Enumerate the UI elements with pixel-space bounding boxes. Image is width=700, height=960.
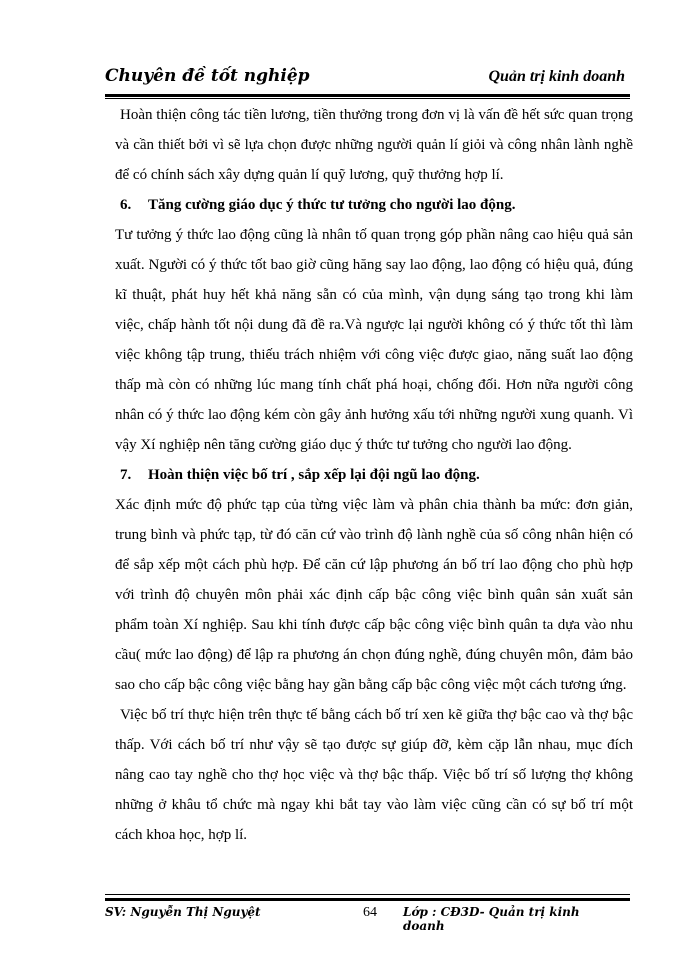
page-footer [105,905,625,933]
paragraph-arrangement: Việc bố trí thực hiện trên thực tế bằng cách bố trí xen kẽ giữa thợ bậc cao và thợ bậc thấp. Với cách bố trí như vậy sẽ tạo được sự giúp đỡ, kèm cặp lẫn nhau, mục đích nâng cao tay nghề cho thợ học việc và thợ bậc thấp. Việc bố trí số lượng thợ không những ở khâu tổ chức mà ngay khi bắt tay vào làm việc cũng cần có sự bố trí một cách khoa học, hợp lí. [115,707,633,843]
header-title-left: Chuyên đề tốt nghiệp [105,66,310,86]
section-heading-7 [115,460,633,490]
header-rule-thick [105,94,630,97]
paragraph-awareness: Tư tưởng ý thức lao động cũng là nhân tố quan trọng góp phần nâng cao hiệu quả sản xuất. Người có ý thức tốt bao giờ cũng hăng say lao động, lao động có hiệu quả, đúng kĩ thuật, phát huy hết khả năng sẵn có của mình, vận dụng sáng tạo trong khi làm việc, chấp hành tốt nội dung đã đề ra.Và ngược lại người không có ý thức tốt thì làm việc không tập trung, thiếu trách nhiệm với công việc được giao, năng suất lao động thấp mà còn có những lúc mang tính chất phá hoại, chống đối. Hơn nữa người công nhân có ý thức lao động kém còn gây ảnh hưởng xấu tới những người xung quanh. Vì vậy Xí nghiệp nên tăng cường giáo dục ý thức tư tưởng cho người lao động. [115,227,633,453]
header-title-right: Quản trị kinh doanh [488,68,625,85]
paragraph-salary: Hoàn thiện công tác tiền lương, tiền thưởng trong đơn vị là vấn đề hết sức quan trọng và cần thiết bởi vì sẽ lựa chọn được những người quản lí giỏi và công nhân lành nghề để có chính sách xây dựng quản lí quỹ lương, quỹ thưởng hợp lí. [115,107,633,183]
section-title-6: Tăng cường giáo dục ý thức tư tưởng cho người lao động. [148,197,516,213]
section-heading-6 [115,190,633,220]
section-number-6: 6. [120,197,132,213]
footer-student: SV: Nguyễn Thị Nguyệt [105,905,261,919]
body-content [115,100,633,850]
footer-rule-thick [105,898,630,901]
page-header [105,66,625,94]
footer-rule-thin [105,894,630,895]
footer-class: Lớp : CĐ3D- Quản trị kinh doanh [403,905,580,933]
header-rule-thin [105,98,630,99]
section-number-7: 7. [120,467,132,483]
section-title-7: Hoàn thiện việc bố trí , sắp xếp lại đội ngũ lao động. [148,467,480,483]
paragraph-complexity: Xác định mức độ phức tạp của từng việc làm và phân chia thành ba mức: đơn giản, trung bình và phức tạp, từ đó căn cứ vào trình độ lành nghề của số công nhân hiện có để sắp xếp một cách phù hợp. Để căn cứ lập phương án bố trí lao động cho phù hợp với trình độ chuyên môn phải xác định cấp bậc công việc bình quân sản xuất sản phẩm toàn Xí nghiệp. Sau khi tính được cấp bậc công việc bình quân ta dựa vào nhu cầu( mức lao động) để lập ra phương án chọn đúng nghề, đúng chuyên môn, đảm bảo sao cho cấp bậc công việc bằng hay gần bằng cấp bậc công việc một cách tương ứng. [115,497,633,693]
footer-page-number: 64 [363,905,377,920]
